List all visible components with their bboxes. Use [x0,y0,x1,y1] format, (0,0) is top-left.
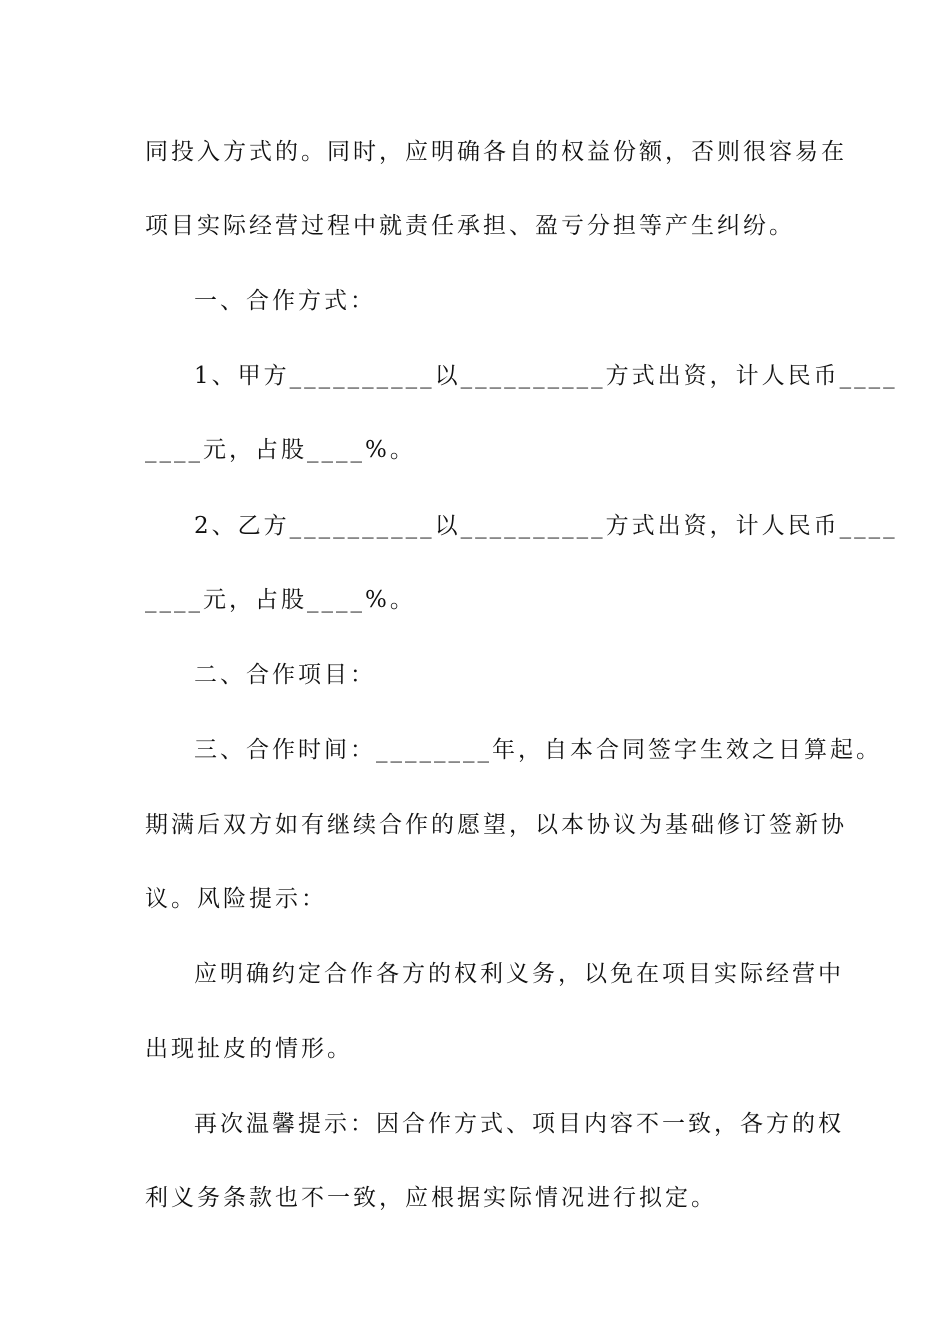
clause-line: 三、合作时间：________年，自本合同签字生效之日算起。 [194,737,882,763]
paragraph-line: 议。风险提示： [145,886,327,912]
paragraph-line: 再次温馨提示：因合作方式、项目内容不一致，各方的权 [194,1111,844,1137]
paragraph-line: 项目实际经营过程中就责任承担、盈亏分担等产生纠纷。 [145,213,795,239]
paragraph-line: 应明确约定合作各方的权利义务，以免在项目实际经营中 [194,961,844,987]
clause-line: 2、乙方__________以__________方式出资，计人民币____ [194,513,898,539]
clause-line: ____元，占股____%。 [145,437,416,463]
paragraph-line: 利义务条款也不一致，应根据实际情况进行拟定。 [145,1185,717,1211]
section-heading: 二、合作项目： [194,662,376,688]
clause-line: 1、甲方__________以__________方式出资，计人民币____ [194,363,898,389]
paragraph-line: 期满后双方如有继续合作的愿望，以本协议为基础修订签新协 [145,812,847,838]
paragraph-line: 出现扯皮的情形。 [145,1036,353,1062]
clause-line: ____元，占股____%。 [145,587,416,613]
section-heading: 一、合作方式： [194,288,376,314]
paragraph-line: 同投入方式的。同时，应明确各自的权益份额，否则很容易在 [145,139,847,165]
